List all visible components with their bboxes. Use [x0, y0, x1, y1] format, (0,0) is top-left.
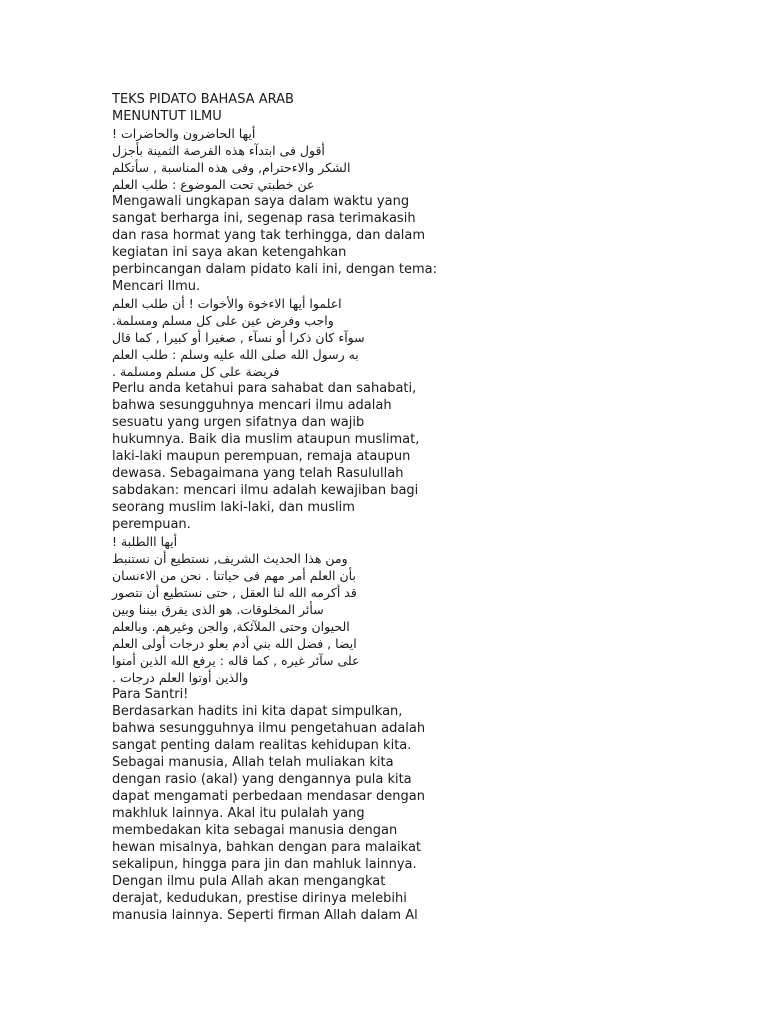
- arabic-text-line: سأئر المخلوقات. هو الذى يفرق بيننا وبين: [112, 602, 324, 617]
- arabic-text-line: سوآء كان ذكرا أو نسآء , صغيرا أو كبيرا , كما قال: [112, 330, 365, 345]
- arabic-text-line: الشكر والاءحترام, وفى هذه المناسبة , سأتكلم: [112, 160, 351, 175]
- text-line: Dengan ilmu pula Allah akan mengangkat: [112, 874, 386, 889]
- text-line: manusia lainnya. Seperti firman Allah dalam Al: [112, 908, 418, 923]
- arabic-text-line: بأن العلم أمر مهم فى حياتنا . نحن من الاءنسان: [112, 568, 356, 583]
- arabic-text-line: قد أكرمه الله لنا العقل , حتى نستطيع أن نتصور: [112, 585, 357, 600]
- arabic-text-line: اعلموا أيها الاءخوة والأخوات ! أن طلب العلم: [112, 296, 342, 311]
- text-line: laki-laki maupun perempuan, remaja ataupun: [112, 449, 411, 464]
- text-line: TEKS PIDATO BAHASA ARAB: [112, 92, 294, 107]
- arabic-text-line: الحيوان وحتى الملآئكة, والجن وغيرهم. وبالعلم: [112, 619, 350, 634]
- text-line: bahwa sesungguhnya ilmu pengetahuan adalah: [112, 721, 426, 736]
- text-line: bahwa sesungguhnya mencari ilmu adalah: [112, 398, 392, 413]
- text-line: sangat berharga ini, segenap rasa terimakasih: [112, 211, 416, 226]
- arabic-text-line: به رسول الله صلى الله عليه وسلم : طلب العلم: [112, 347, 359, 362]
- text-line: Mengawali ungkapan saya dalam waktu yang: [112, 194, 410, 209]
- text-line: derajat, kedudukan, prestise dirinya melebihi: [112, 891, 407, 906]
- text-line: dengan rasio (akal) yang dengannya pula kita: [112, 772, 412, 787]
- text-line: hukumnya. Baik dia muslim ataupun muslimat,: [112, 432, 420, 447]
- text-line: Mencari Ilmu.: [112, 279, 201, 294]
- text-line: membedakan kita sebagai manusia dengan: [112, 823, 398, 838]
- text-line: makhluk lainnya. Akal itu pulalah yang: [112, 806, 365, 821]
- arabic-text-line: فريضة على كل مسلم ومسلمة .: [112, 364, 280, 379]
- arabic-text-line: على سآئر غيره , كما قاله : يرفع الله الذين أمنوا: [112, 653, 360, 668]
- text-line: Para Santri!: [112, 687, 189, 702]
- text-line: perbincangan dalam pidato kali ini, dengan tema:: [112, 262, 438, 277]
- text-line: dewasa. Sebagaimana yang telah Rasulullah: [112, 466, 404, 481]
- arabic-text-line: واجب وفرض عين على كل مسلم ومسلمة.: [112, 313, 334, 328]
- text-line: seorang muslim laki-laki, dan muslim: [112, 500, 355, 515]
- text-line: MENUNTUT ILMU: [112, 109, 222, 124]
- arabic-text-line: والذين أوتوا العلم درجات .: [112, 670, 249, 685]
- text-line: sangat penting dalam realitas kehidupan kita.: [112, 738, 412, 753]
- text-line: hewan misalnya, bahkan dengan para malaikat: [112, 840, 422, 855]
- text-line: Berdasarkan hadits ini kita dapat simpulkan,: [112, 704, 403, 719]
- document-text: [112, 91, 438, 924]
- arabic-text-line: عن خطبتي تحت الموضوع : طلب العلم: [112, 177, 315, 192]
- text-line: sesuatu yang urgen sifatnya dan wajib: [112, 415, 365, 430]
- text-line: kegiatan ini saya akan ketengahkan: [112, 245, 347, 260]
- arabic-text-line: ايضا , فضل الله بني أدم بعلو درجات أولى العلم: [112, 636, 357, 651]
- text-line: sekalipun, hingga para jin dan mahluk lainnya.: [112, 857, 417, 872]
- text-line: sabdakan: mencari ilmu adalah kewajiban bagi: [112, 483, 419, 498]
- arabic-text-line: ومن هذا الحديث الشريف, نستطيع أن نستنبط: [112, 551, 348, 566]
- arabic-text-line: أقول فى ابتدآء هذه الفرصة الثمينة بأجزل: [112, 143, 325, 158]
- text-line: Perlu anda ketahui para sahabat dan sahabati,: [112, 381, 417, 396]
- text-line: Sebagai manusia, Allah telah muliakan kita: [112, 755, 394, 770]
- text-line: dapat mengamati perbedaan mendasar dengan: [112, 789, 425, 804]
- arabic-text-line: أيها االطلبة !: [112, 534, 178, 549]
- text-line: perempuan.: [112, 517, 191, 532]
- text-line: dan rasa hormat yang tak terhingga, dan dalam: [112, 228, 426, 243]
- arabic-text-line: أيها الحاضرون والحاضرات !: [112, 126, 256, 141]
